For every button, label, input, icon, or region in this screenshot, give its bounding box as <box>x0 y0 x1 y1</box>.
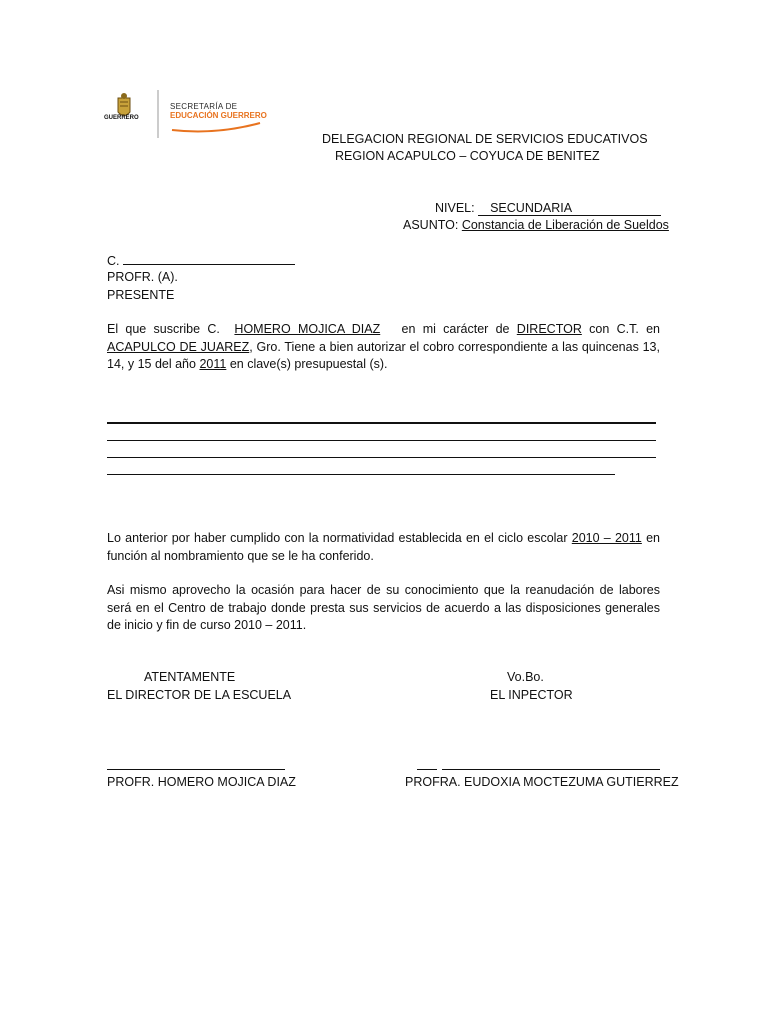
budget-line-2 <box>107 440 656 441</box>
sign-right-role: EL INPECTOR <box>490 688 573 702</box>
asunto-value: Constancia de Liberación de Sueldos <box>461 218 669 232</box>
recipient-presente: PRESENTE <box>107 288 175 302</box>
p2-cycle: 2010 – 2011 <box>571 531 642 545</box>
paragraph-authorization <box>107 321 660 374</box>
header-line2: REGION ACAPULCO – COYUCA DE BENITEZ <box>335 149 600 163</box>
recipient-c-row <box>107 252 295 270</box>
sign-left-name: PROFR. HOMERO MOJICA DIAZ <box>107 775 296 789</box>
asunto-label: ASUNTO: <box>403 218 459 232</box>
p1-place: ACAPULCO DE JUAREZ <box>107 339 250 354</box>
sign-left-atentamente: ATENTAMENTE <box>144 670 236 684</box>
logo-state-label: GUERRERO <box>104 115 139 121</box>
p2-text-a: Lo anterior por haber cumplido con la normatividad establecida en el ciclo escolar <box>107 531 568 545</box>
logo-secretaria-line1: SECRETARÍA DE <box>170 102 238 111</box>
nivel-value: SECUNDARIA <box>478 201 661 216</box>
p1-text-c: con C.T. en <box>589 322 660 336</box>
sign-left-role: EL DIRECTOR DE LA ESCUELA <box>107 688 292 702</box>
secretaria-logo <box>104 88 267 142</box>
recipient-profr: PROFR. (A). <box>107 270 178 284</box>
sign-right-line-a <box>417 769 437 770</box>
p1-text-b: en mi carácter de <box>401 322 510 336</box>
asunto-row <box>403 217 669 234</box>
sign-left-line <box>107 769 285 770</box>
logo-secretaria-line2: EDUCACIÓN GUERRERO <box>170 111 267 120</box>
recipient-name-blank <box>123 252 295 265</box>
nivel-row <box>435 200 661 217</box>
nivel-label: NIVEL: <box>435 201 475 215</box>
p1-text-a: El que suscribe C. <box>107 322 220 336</box>
paragraph-resumption: Asi mismo aprovecho la ocasión para hacer de su conocimiento que la reanudación de labores será en el Centro de trabajo donde presta sus servicios de acuerdo a las disposiciones generales de inicio y fin de curso 2010 – 2011. <box>107 583 660 632</box>
sign-right-vobo: Vo.Bo. <box>507 670 544 684</box>
p1-text-e: en clave(s) presupuestal (s). <box>229 357 388 371</box>
budget-line-4 <box>107 474 615 475</box>
header-line1: DELEGACION REGIONAL DE SERVICIOS EDUCATIVOS <box>322 132 648 146</box>
paragraph-normativity <box>107 530 660 565</box>
recipient-c-label: C. <box>107 254 120 268</box>
p1-text-d: , Gro. Tiene a bien autorizar el cobro correspondiente a las quincenas 13, 14, y 15 del año <box>107 339 660 371</box>
p1-year: 2011 <box>199 357 227 371</box>
p1-director-name: HOMERO MOJICA DIAZ <box>234 322 381 336</box>
logo-swoosh-icon <box>170 121 262 133</box>
p1-role: DIRECTOR <box>516 322 582 336</box>
budget-line-3 <box>107 457 656 458</box>
sign-right-name: PROFRA. EUDOXIA MOCTEZUMA GUTIERREZ <box>405 775 679 789</box>
p2-text-b: en función al nombramiento que se le ha conferido. <box>107 531 660 563</box>
sign-right-line-b <box>442 769 660 770</box>
budget-line-1 <box>107 422 656 424</box>
